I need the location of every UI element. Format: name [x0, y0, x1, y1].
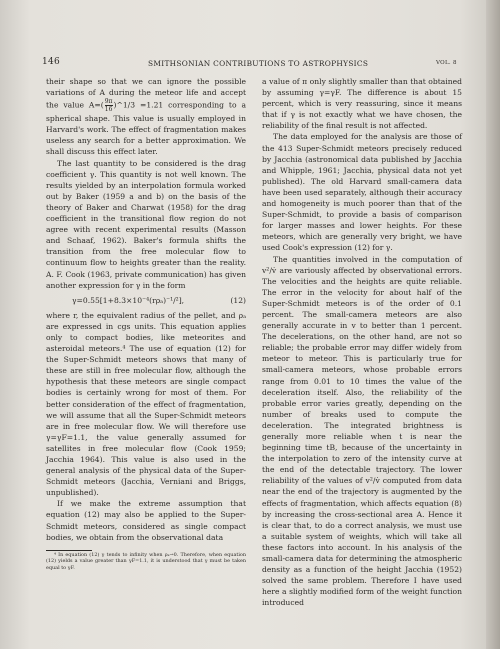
left-column [46, 76, 246, 571]
paragraph-equation-explanation: where r, the equivalent radius of the pellet, and ρₐ are expressed in cgs units. This equation applies only to compact bodies, like meteorites and asteroidal meteors.⁴ The use of equation (12) for the Super-Schmidt meteors shows that many of these are still in free molecular flow, although the hypothesis that these meteors are single compact bodies is certainly wrong for most of them. For better consideration of the effect of fragmentation, we will assume that all the Super-Schmidt meteors are in free molecular flow. We will therefore use γ=γF=1.1, the value generally assumed for satellites in free molecular flow (Cook 1959; Jacchia 1964). This value is also used in the general analysis of the physical data of the Super-Schmidt meteors (Jacchia, Verniani and Briggs, unpublished). [46, 310, 246, 498]
text-span: )^1/3 =1.21 corresponding to a spherical shape. This value is usually employed in Harvard's work. The effect of fragmentation makes useless any search for a better approximation. We shall discuss this effect later. [46, 100, 246, 157]
page-number: 146 [42, 57, 61, 67]
footnote-rule [46, 550, 92, 551]
equation-body: γ=0.55[1+8.3×10⁻⁴(rρₐ)⁻¹/²], [72, 295, 185, 305]
fraction-numerator: 9π [104, 98, 113, 106]
paragraph-extreme-assumption: If we make the extreme assumption that equation (12) may also be applied to the Super-Schmidt meteors, considered as single compact bodies, we obtain from the observational data [46, 499, 246, 542]
equation-number: (12) [230, 295, 246, 305]
volume-label: VOL. 8 [436, 60, 457, 66]
footnote: ⁴ In equation (12) γ tends to infinity when ρₐ→0. Therefore, when equation (12) yields a value greater than γF=1.1, it is understood that γ must be taken equal to γF. [46, 552, 246, 571]
paragraph-drag-coefficient: The last quantity to be considered is the drag coefficient γ. This quantity is not well known. The results yielded by an interpolation formula worked out by Baker (1959 a and b) on the basis of the theory of Baker and Charwat (1958) for the drag coefficient in the transitional flow region do not agree with recent experimental results (Masson and Schaaf, 1962). Baker's formula shifts the transition from the free molecular flow to continuum flow to heights greater than the reality. A. F. Cook (1963, private communication) has given another expression for γ in the form [46, 158, 246, 290]
fraction-denominator: 16 [104, 106, 113, 114]
book-spine-shadow [486, 0, 500, 649]
right-column [262, 76, 462, 609]
paragraph-quantities-errors: The quantities involved in the computation of v²/v̇ are variously affected by observational errors. The velocities and the heights are quite reliable. The error in the velocity for about half of the Super-Schmidt meteors is of the order of 0.1 percent. The small-camera meteors are also generally accurate in v to better than 1 percent. The decelerations, on the other hand, are not so reliable; the probable error may differ widely from meteor to meteor. This is particularly true for small-camera meteors, whose probable errors range from 0.01 to 10 times the value of the deceleration itself. Also, the reliability of the probable error varies greatly, depending on the number of breaks used to compute the deceleration. The integrated brightness is generally more reliable when t is near the beginning time tB, because of the uncertainty in the interpolation to zero of the intensity curve at the end of the detectable trajectory. The lower reliability of the values of v²/v̇ computed from data near the end of the trajectory is augmented by the effects of fragmentation, which affects equation (8) by increasing the cross-sectional area A. Hence it is clear that, to do a correct analysis, we must use a suitable system of weights, which will take all these factors into account. In his analysis of the small-camera data for determining the atmospheric density as a function of the height Jacchia (1952) solved the same problem. Therefore I have used here a slightly modified form of the weight function introduced [262, 254, 462, 608]
paragraph-pi-value: a value of π only slightly smaller than that obtained by assuming γ=γF. The difference is about 15 percent, which is very reassuring, since it means that if γ is not exactly what we have chosen, the reliability of the final result is not affected. [262, 77, 462, 131]
text-span: their shape so that we can ignore the possible variations of A during the meteor life and accept the value A=( [46, 77, 246, 110]
running-title: SMITHSONIAN CONTRIBUTIONS TO ASTROPHYSICS [148, 59, 369, 68]
fraction [105, 98, 113, 113]
paragraph-data-employed: The data employed for the analysis are those of the 413 Super-Schmidt meteors precisely reduced by Jacchia (astronomical data published by Jacchia and Whipple, 1961; Jacchia, physical data not yet published). The old Harvard small-camera data have been used separately, although their accuracy and homogeneity is much poorer than that of the Super-Schmidt, to provide a basis of comparison for larger masses and lower heights. For these meteors, which are generally very bright, we have used Cook's expression (12) for γ. [262, 132, 462, 253]
equation-12 [46, 295, 246, 306]
paragraph-shape-variation [46, 76, 246, 158]
